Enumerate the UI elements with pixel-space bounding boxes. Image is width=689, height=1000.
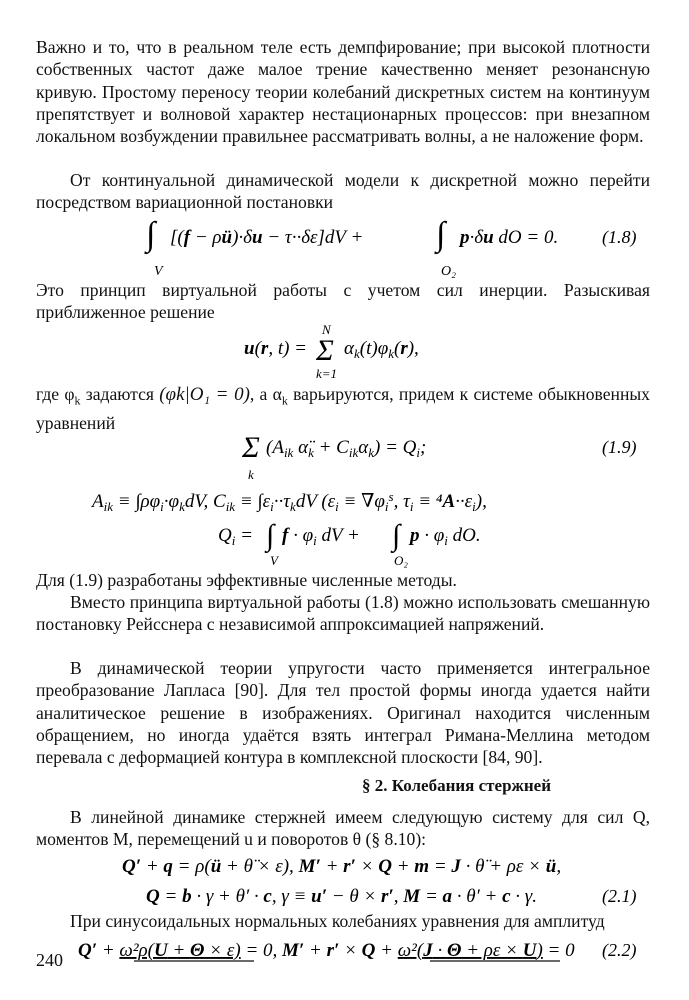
where-text-4: варьируются, придем к системе обыкновенных уравнений — [36, 384, 650, 433]
paragraph-damping: Важно и то, что в реальном теле есть демпфирование; при высокой плотности собственных частот даже малое трение качественно меняет резонансную кривую. Простому переносу теории колебаний дискретных систем на континуум препятствует и волновой характер нестационарных процессов: при внезапном локальном возбуждении правильнее рассматривать волны, а не наложение форм. — [36, 37, 650, 147]
integral-limit-o2-2: O₂ — [394, 553, 408, 568]
equation-2-1b — [36, 882, 650, 910]
equation-aik-graphic — [36, 483, 650, 519]
equation-number-1-9: (1.9) — [602, 437, 637, 457]
equation-aik-body: $A_{ik} \equiv \int\rho\varphi_i\cdot\varphi_kdV$, $C_{ik} \equiv \int\varepsilon_i\cdot\cdot\tau_kdV$ ($\varepsilon_i \equiv \nabla\varphi_i^s$, $\tau_i \equiv ^4A\cdot\cdot\varepsilon_i$), — [92, 489, 487, 514]
equation-1-9-graphic — [36, 429, 650, 483]
paragraph-sinusoidal: При синусоидальных нормальных колебаниях уравнения для амплитуд — [70, 911, 605, 931]
equation-2-2-body: Q′ + ω²ρ(U + Θ × ε) = 0, M′ + r′ × Q + ω²(J · Θ + ρε × U) = 0 — [78, 940, 575, 961]
equation-2-2-graphic — [36, 934, 650, 968]
equation-2-1a — [36, 850, 650, 882]
equation-2-1a-graphic — [36, 850, 650, 882]
integral-sign: ∫ — [146, 216, 156, 253]
equation-qi — [36, 519, 650, 569]
integral-limit-v: V — [154, 264, 163, 279]
sum-upper-n: N — [322, 323, 331, 337]
paragraph-rods: В линейной динамике стержней имеем следующую систему для сил Q, моментов M, перемещений u и поворотов θ (§ 8.10): — [36, 807, 650, 850]
page-body — [36, 36, 650, 968]
paragraph-virtual-work: Это принцип виртуальной работы с учетом сил инерции. Разыскивая приближенное решение — [36, 280, 650, 323]
equation-1-9 — [36, 429, 650, 483]
approx-rhs: $\alpha_k(t)\varphi_k(r)$, — [344, 338, 419, 361]
equation-number-1-8: (1.8) — [602, 227, 637, 247]
approx-lhs: u(r, t) = — [244, 338, 307, 359]
equation-qi-lhs: $Q_i$ = — [218, 525, 253, 548]
integral-limit-v-2: V — [270, 553, 278, 568]
equation-1-8-body-2: p·δu dO = 0. — [460, 227, 559, 248]
paragraph-variational: От континуальной динамической модели к дискретной можно перейти посредством вариационной постановки — [36, 170, 650, 213]
integral-sign-3: ∫ — [266, 519, 275, 552]
equation-aik — [36, 483, 650, 519]
section-title: § 2. Колебания стержней — [362, 776, 551, 795]
where-text-1: где φ — [36, 384, 75, 404]
equation-qi-mid: $f \cdot \varphi_i$ dV + — [282, 525, 360, 548]
equation-approx-graphic — [36, 323, 650, 381]
paragraph-numerical-methods: Для (1.9) разработаны эффективные численные методы. — [36, 570, 457, 590]
sum-sign-2: Σ — [242, 431, 260, 464]
paragraph-reissner: Вместо принципа виртуальной работы (1.8) можно использовать смешанную постановку Рейсснера с независимой аппроксимацией напряжений. — [36, 592, 650, 635]
equation-qi-end: $p \cdot \varphi_i$ dO. — [410, 525, 481, 548]
equation-2-1b-graphic — [36, 882, 650, 910]
integral-sign-2: ∫ — [436, 216, 446, 253]
sum-lower-k: k — [248, 467, 254, 482]
equation-number-2-2: (2.2) — [602, 940, 637, 960]
equation-1-9-body: ($A_{ik}$ $\alphä_k + C_{ik}\alpha_k) = Q_i$; — [266, 437, 427, 460]
paragraph-where: где $\varphi_k$ задаются (φk|O₁ = 0), а $\alpha_k$ варьируются, придем к системе обыкновенных уравнений — [36, 384, 650, 433]
equation-number-2-1: (2.1) — [602, 886, 637, 906]
equation-2-1b-body: Q = b · γ + θ′ · c, γ ≡ u′ − θ × r′, M = a · θ′ + c · γ. — [146, 886, 538, 907]
integral-sign-4: ∫ — [392, 519, 401, 552]
paragraph-laplace: В динамической теории упругости часто применяется интегральное преобразование Лапласа [90]. Для тел простой формы иногда удается найти аналитическое решение в изображениях. Оригинал находится численным обращением, но иногда удаётся взять интеграл Римана-Меллина методом перевала с деформацией контура в комплексной плоскости [84, 90]. — [36, 658, 650, 768]
equation-1-8-graphic — [36, 213, 650, 279]
equation-1-8 — [36, 213, 650, 279]
integral-limit-o2: O₂ — [441, 264, 456, 279]
where-text-3: , а α — [249, 384, 282, 404]
equation-1-8-body-1: [(f − ρü)·δu − τ··δε]dV + — [170, 227, 364, 248]
sum-sign: Σ — [316, 334, 334, 367]
equation-2-1a-body: Q′ + q = ρ(ü + θ̈ × ε), M′ + r′ × Q + m = J · θ̈ + ρε × ü, — [122, 856, 562, 877]
boundary-condition: (φk|O₁ = 0) — [159, 384, 250, 405]
sum-lower-k1: k=1 — [316, 366, 338, 381]
where-text-2: задаются — [80, 384, 160, 404]
equation-approx — [36, 323, 650, 381]
page-number: 240 — [36, 950, 63, 970]
equation-2-2 — [36, 934, 650, 968]
equation-qi-graphic — [36, 519, 650, 569]
